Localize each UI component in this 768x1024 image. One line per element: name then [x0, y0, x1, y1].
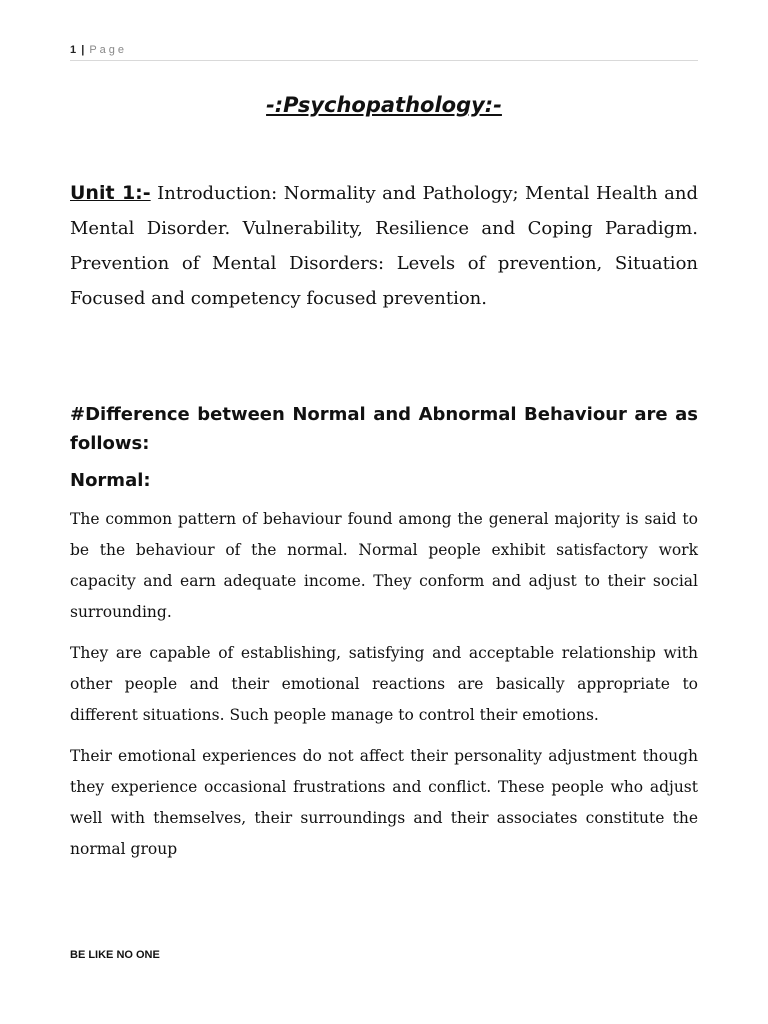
subheading-normal: Normal: [70, 470, 151, 491]
document-title: -:Psychopathology:- [266, 93, 502, 117]
page-label: Page [89, 44, 128, 56]
page-separator: | [81, 44, 85, 56]
section-heading: #Difference between Normal and Abnormal Behaviour are as follows: [70, 404, 698, 454]
paragraph-1: The common pattern of behaviour found among the general majority is said to be the behaviour of the normal. Normal people exhibit satisfactory work capacity and earn adequate income. They conform and adjust to their social surrounding. [70, 510, 698, 621]
page-number: 1 [70, 44, 77, 56]
unit-block [70, 176, 698, 316]
paragraph-3: Their emotional experiences do not affect their personality adjustment though they experience occasional frustrations and conflict. These people who adjust well with themselves, their surroundings and their associates constitute the normal group [70, 747, 698, 858]
page-footer: BE LIKE NO ONE [70, 949, 160, 961]
unit-text: Introduction: Normality and Pathology; Mental Health and Mental Disorder. Vulnerability, Resilience and Coping Paradigm. Prevention of Mental Disorders: Levels of prevention, Situation Focused and competency focused prevention. [70, 183, 698, 309]
paragraph-2: They are capable of establishing, satisfying and acceptable relationship with other people and their emotional reactions are basically appropriate to different situations. Such people manage to control their emotions. [70, 644, 698, 724]
unit-label: Unit 1:- [70, 182, 151, 204]
page-header [70, 43, 698, 61]
